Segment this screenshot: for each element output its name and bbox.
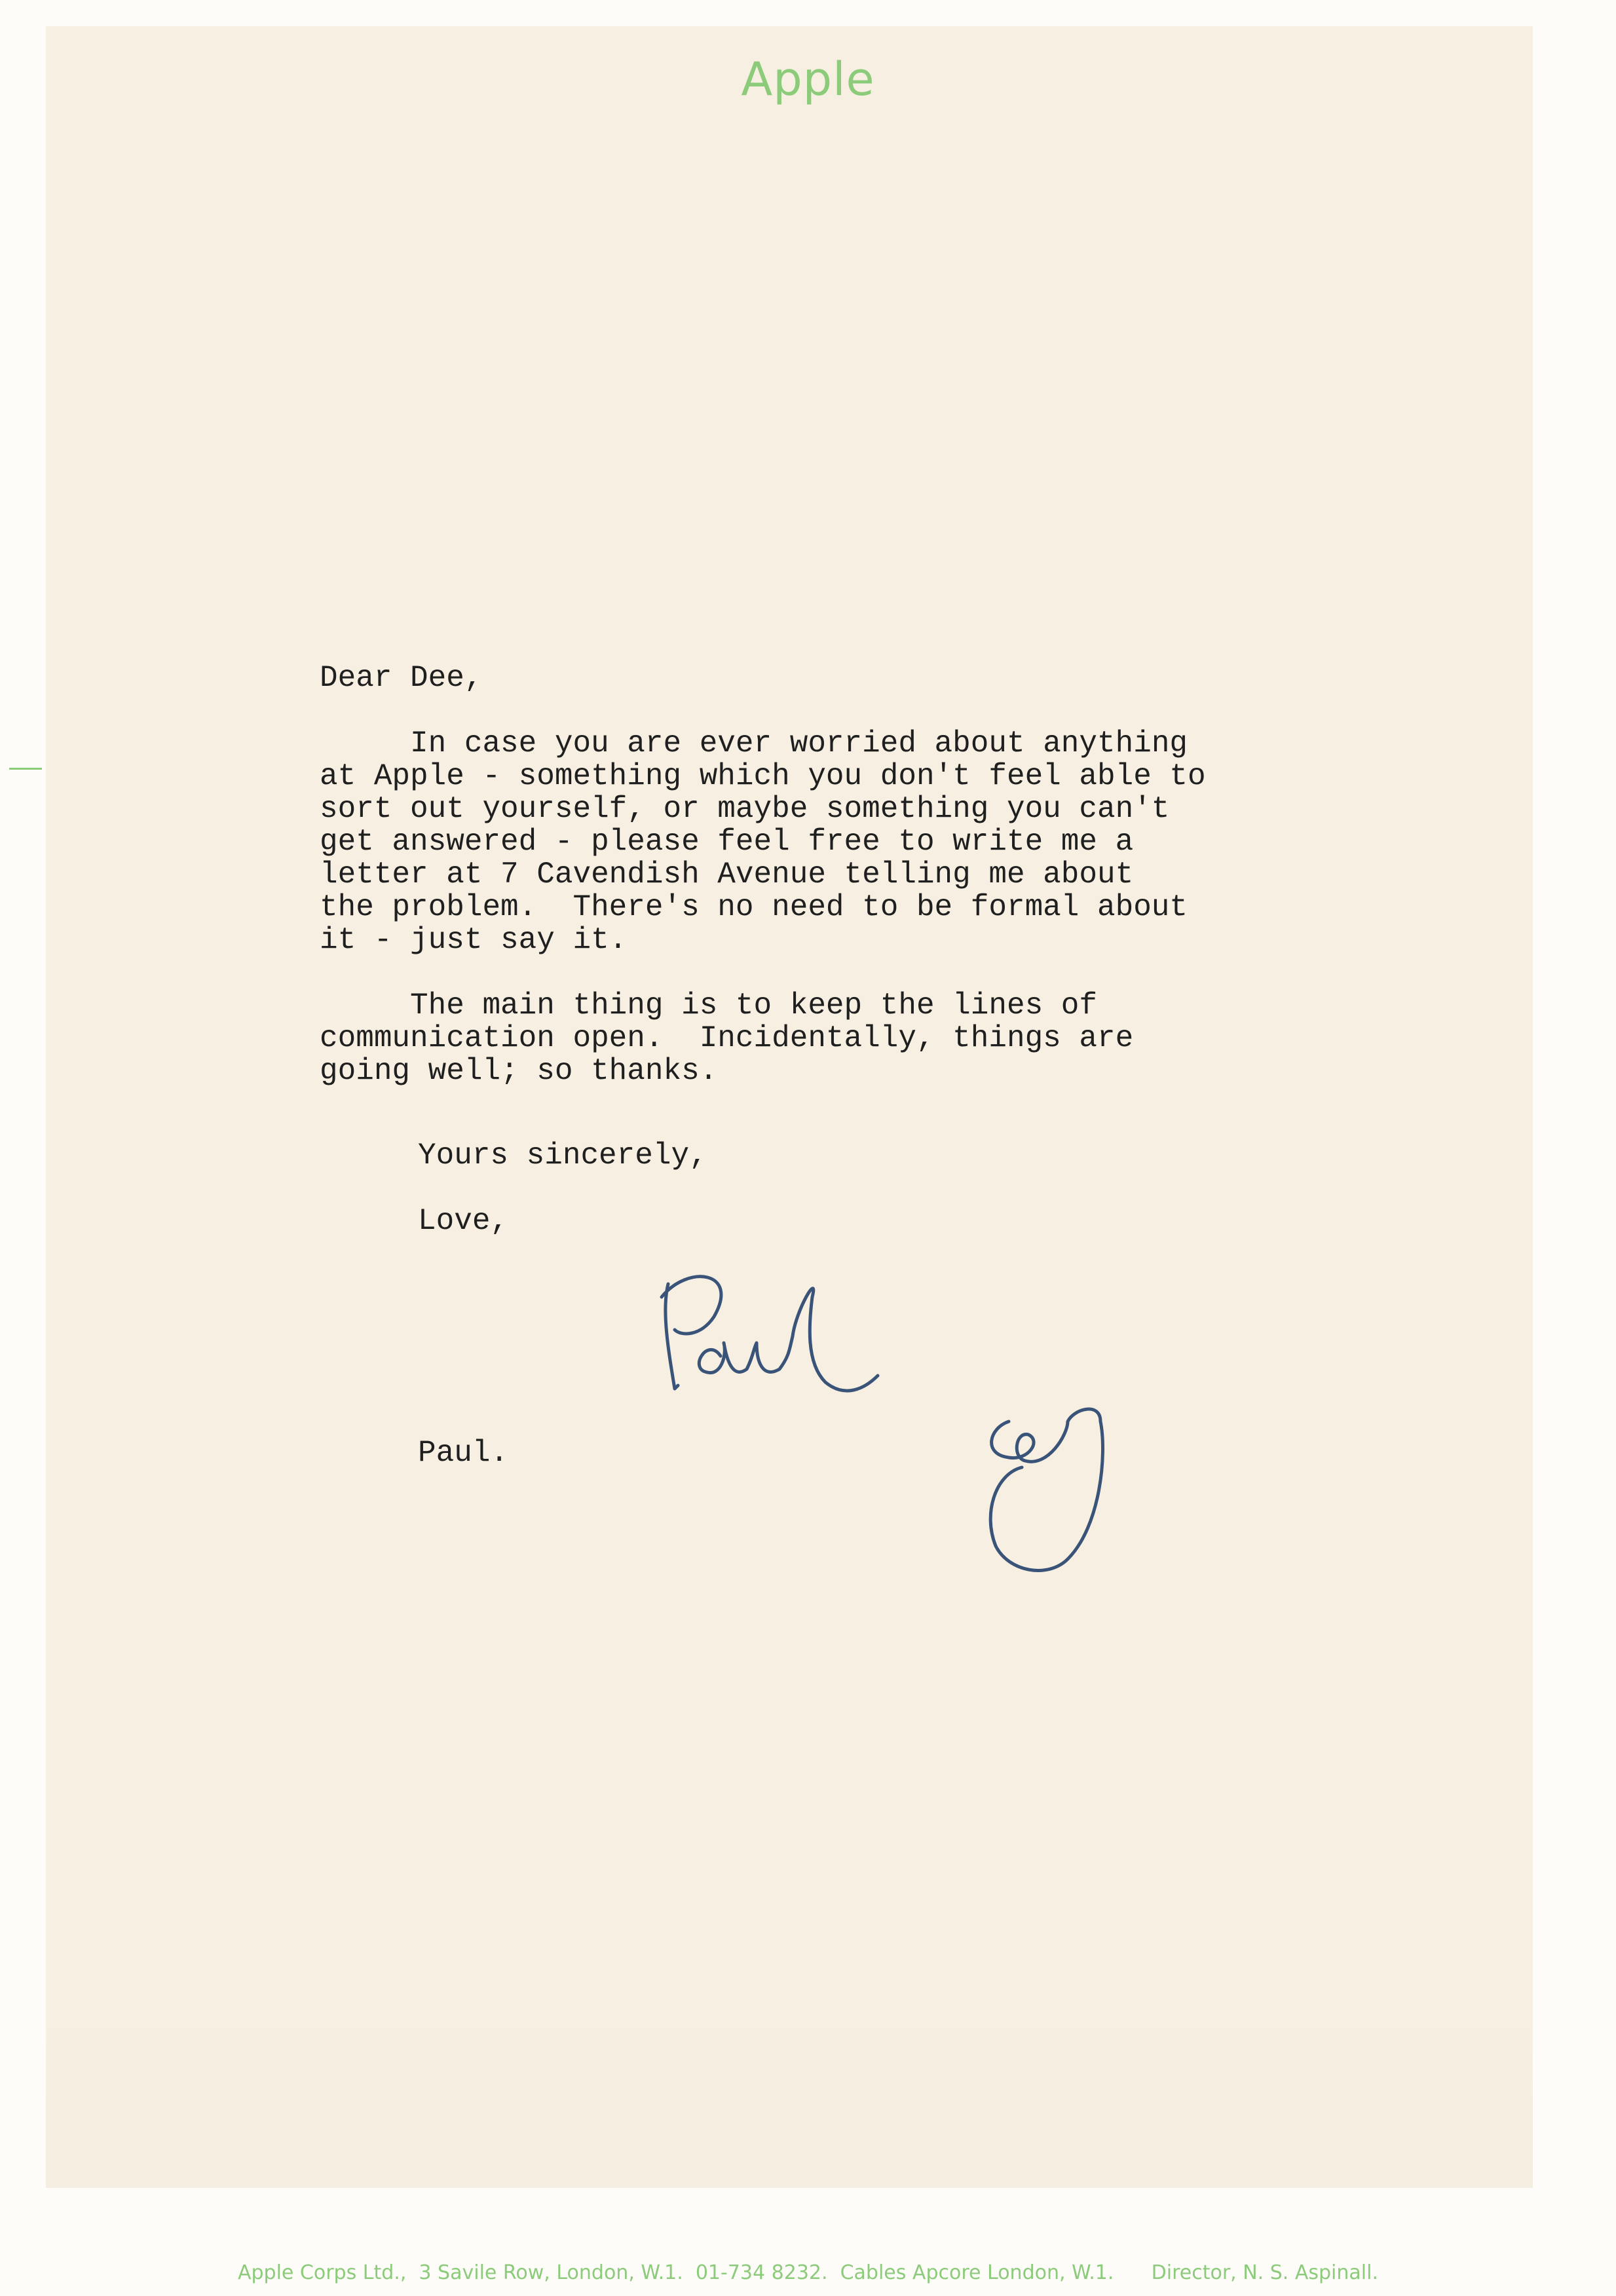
- paragraph-1: In case you are ever worried about anything at Apple - something which you don't feel able to sort out yourself, or maybe something you can't get answered - please feel free to write me a letter at 7 Cavendish Avenue telling me about the problem. There's no need to be formal about it - just say it.: [320, 726, 1206, 957]
- closing-love: Love,: [418, 1204, 509, 1238]
- handwritten-signature: [648, 1258, 884, 1415]
- letter-body: [320, 662, 1342, 1120]
- letterhead-brand: Apple: [741, 52, 875, 106]
- letterhead-footer: Apple Corps Ltd., 3 Savile Row, London, W.1. 01-734 8232. Cables Apcore London, W.1. Director, N. S. Aspinall.: [237, 2261, 1378, 2284]
- typed-name: Paul.: [418, 1436, 509, 1470]
- apple-doodle-icon: [969, 1395, 1140, 1585]
- closing-yours-sincerely: Yours sincerely,: [418, 1139, 707, 1173]
- salutation: Dear Dee,: [320, 661, 483, 695]
- paragraph-2: The main thing is to keep the lines of communication open. Incidentally, things are going well; so thanks.: [320, 988, 1134, 1088]
- fold-mark: [9, 768, 42, 770]
- paper-lower-area: [46, 1533, 1533, 2188]
